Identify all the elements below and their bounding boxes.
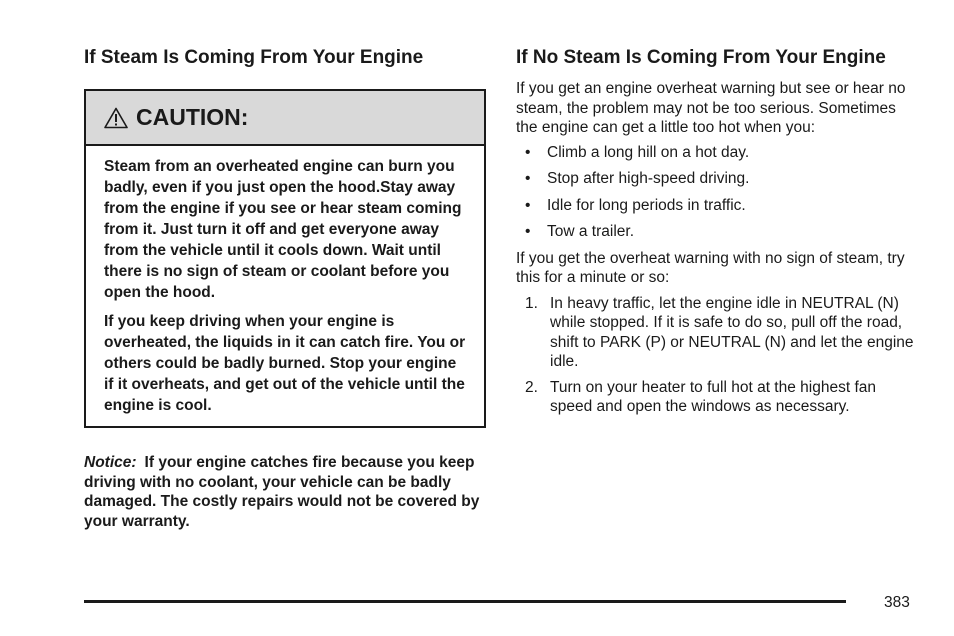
notice-label: Notice:: [84, 454, 137, 471]
step-text: In heavy traffic, let the engine idle in NEUTRAL (N) while stopped. If it is safe to do so, pull off the road, shift to PARK (P) or NEUTRAL (N) and let the engine idle.: [550, 294, 914, 370]
bullet-icon: •: [525, 223, 531, 240]
page-number: 383: [884, 594, 910, 611]
caution-header: [86, 91, 484, 146]
list-item: • Tow a trailer.: [525, 223, 635, 240]
notice-text: If your engine catches fire because you keep driving with no coolant, your vehicle can be badly damaged. The costly repairs would not be covered by your warranty.: [84, 454, 480, 530]
steps-list: [516, 294, 921, 417]
list-item: • Idle for long periods in traffic.: [525, 196, 746, 214]
warning-triangle-icon: [104, 107, 128, 129]
list-item: • Stop after high-speed driving.: [525, 170, 750, 187]
caution-title: CAUTION:: [136, 104, 249, 130]
list-item: • Climb a long hill on a hot day.: [525, 143, 750, 161]
caution-paragraph-1: Steam from an overheated engine can burn you badly, even if you just open the hood.Stay away from the engine if you see or hear steam coming from it. Just turn it off and get everyone away from the vehicle until it cools down. Wait until there is no sign of steam or coolant before you open the hood.: [104, 158, 462, 301]
bullet-icon: •: [525, 196, 531, 214]
step-item: [516, 294, 921, 372]
bullet-icon: •: [525, 143, 531, 161]
bullet-list: [516, 143, 921, 242]
right-column: [516, 46, 921, 423]
notice-block: [84, 453, 486, 531]
section-heading-no-steam: If No Steam Is Coming From Your Engine: [516, 47, 886, 68]
step-number: 2.: [525, 378, 538, 396]
left-column: [84, 46, 486, 531]
intro-paragraph: If you get an engine overheat warning but see or hear no steam, the problem may not be too serious. Sometimes the engine can get a little too hot when you:: [516, 80, 906, 136]
bullet-icon: •: [525, 170, 531, 187]
step-text: Turn on your heater to full hot at the highest fan speed and open the windows as necessary.: [550, 378, 876, 415]
section-heading-steam: If Steam Is Coming From Your Engine: [84, 47, 424, 68]
footer-rule: [84, 600, 846, 603]
caution-box: [84, 89, 486, 428]
step-item: [516, 378, 921, 417]
overheat-paragraph: If you get the overheat warning with no sign of steam, try this for a minute or so:: [516, 249, 905, 286]
caution-body: [86, 146, 484, 426]
step-number: 1.: [525, 294, 538, 312]
caution-paragraph-2: If you keep driving when your engine is overheated, the liquids in it can catch fire. You or others could be badly burned. Stop your engine if it overheats, and get out of the vehicle until the engine is cool.: [104, 313, 466, 414]
